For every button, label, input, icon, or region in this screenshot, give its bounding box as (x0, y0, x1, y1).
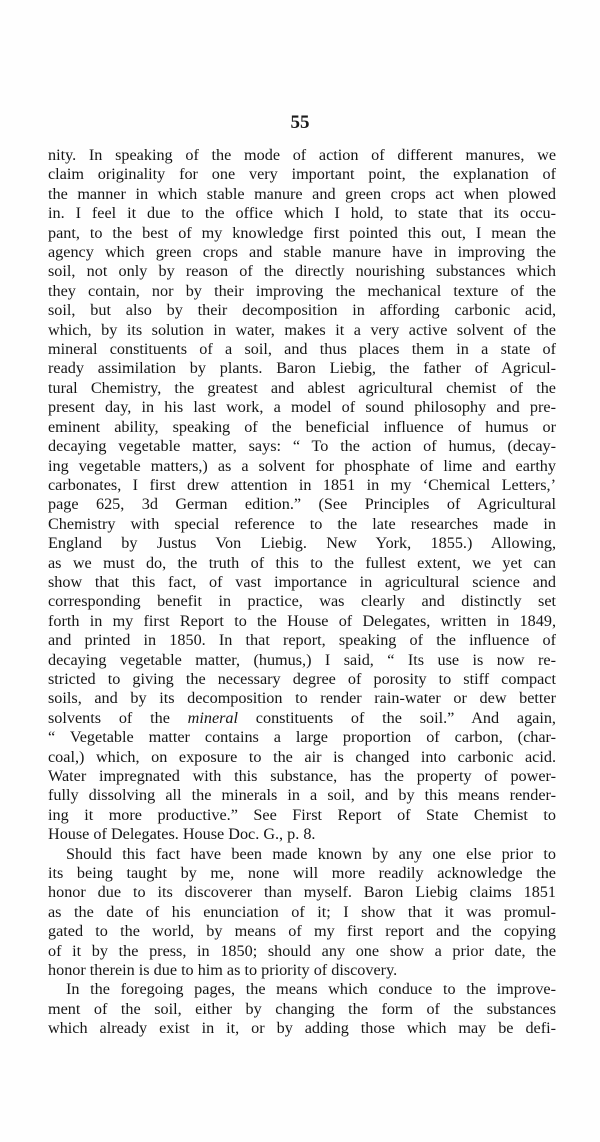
text-line: and printed in 1850. In that report, speaking of the influence of (48, 631, 556, 650)
text-line: soil, but also by their decomposition in affording carbonic acid, (48, 301, 556, 320)
text-line (48, 709, 556, 728)
text-line: mineral constituents of a soil, and thus places them in a state of (48, 340, 556, 359)
text-line: decaying vegetable matter, (humus,) I said, “ Its use is now re- (48, 650, 556, 669)
text-line: stricted to giving the necessary degree of porosity to stiff compact (48, 669, 556, 688)
text-line: they contain, nor by their improving the mechanical texture of the (48, 281, 556, 300)
text-line: soils, and by its decomposition to render rain-water or dew better (48, 689, 556, 708)
text-line: England by Justus Von Liebig. New York, 1855.) Allowing, (48, 534, 556, 553)
text-line: pant, to the best of my knowledge first pointed this out, I mean the (48, 223, 556, 242)
page-number: 55 (290, 112, 310, 133)
text-line: ready assimilation by plants. Baron Liebig, the father of Agricul- (48, 359, 556, 378)
text-line: Should this fact have been made known by any one else prior to (66, 844, 556, 863)
text-line: ing vegetable matters,) as a solvent for phosphate of lime and earthy (48, 456, 556, 475)
text-segment: constituents of the soil.” And again, (238, 708, 556, 727)
text-line: nity. In speaking of the mode of action of different manures, we (48, 146, 556, 164)
text-line: as the date of his enunciation of it; I show that it was promul- (48, 902, 556, 921)
text-line: “ Vegetable matter contains a large proportion of carbon, (char- (48, 728, 556, 747)
body-text (48, 146, 556, 1039)
text-line: the manner in which stable manure and green crops act when plowed (48, 184, 556, 203)
text-line: tural Chemistry, the greatest and ablest agricultural chemist of the (48, 378, 556, 397)
text-line: eminent ability, speaking of the beneficial influence of humus or (48, 417, 556, 436)
text-line: claim originality for one very important point, the explanation of (48, 165, 556, 184)
text-segment: solvents of the (48, 708, 188, 727)
text-line: ing it more productive.” See First Report of State Chemist to (48, 805, 556, 824)
text-line: show that this fact, of vast importance in agricultural science and (48, 572, 556, 591)
italic-word: mineral (187, 708, 239, 727)
text-line: House of Delegates. House Doc. G., p. 8. (48, 825, 316, 844)
text-line: as we must do, the truth of this to the fullest extent, we yet can (48, 553, 556, 572)
text-line: corresponding benefit in practice, was clearly and distinctly set (48, 592, 556, 611)
text-line: fully dissolving all the minerals in a soil, and by this means render- (48, 786, 556, 805)
text-line: coal,) which, on exposure to the air is changed into carbonic acid. (48, 747, 556, 766)
text-line: forth in my first Report to the House of Delegates, written in 1849, (48, 611, 556, 630)
text-line: Water impregnated with this substance, has the property of power- (48, 767, 556, 785)
text-line: agency which green crops and stable manure have in improving the (48, 243, 556, 262)
text-line: In the foregoing pages, the means which conduce to the improve- (66, 980, 556, 999)
text-line: which already exist in it, or by adding those which may be defi- (48, 1019, 556, 1038)
text-line: carbonates, I first drew attention in 1851 in my ‘Chemical Letters,’ (48, 475, 556, 494)
text-line: which, by its solution in water, makes it a very active solvent of the (48, 320, 556, 339)
text-line: its being taught by me, none will more readily acknowledge the (48, 864, 556, 883)
text-line: present day, in his last work, a model of sound philosophy and pre- (48, 398, 556, 417)
text-line: honor therein is due to him as to priority of discovery. (48, 961, 398, 980)
text-line: page 625, 3d German edition.” (See Principles of Agricultural (48, 495, 556, 514)
text-line: ment of the soil, either by changing the form of the substances (48, 999, 556, 1018)
text-line: of it by the press, in 1850; should any one show a prior date, the (48, 941, 556, 960)
text-line: gated to the world, by means of my first report and the copying (48, 922, 556, 941)
text-line: soil, not only by reason of the directly nourishing substances which (48, 262, 556, 281)
text-line: decaying vegetable matter, says: “ To the action of humus, (decay- (48, 437, 556, 456)
text-line: in. I feel it due to the office which I hold, to state that its occu- (48, 204, 556, 223)
text-line: Chemistry with special reference to the late researches made in (48, 514, 556, 533)
text-line: honor due to its discoverer than myself. Baron Liebig claims 1851 (48, 883, 556, 902)
